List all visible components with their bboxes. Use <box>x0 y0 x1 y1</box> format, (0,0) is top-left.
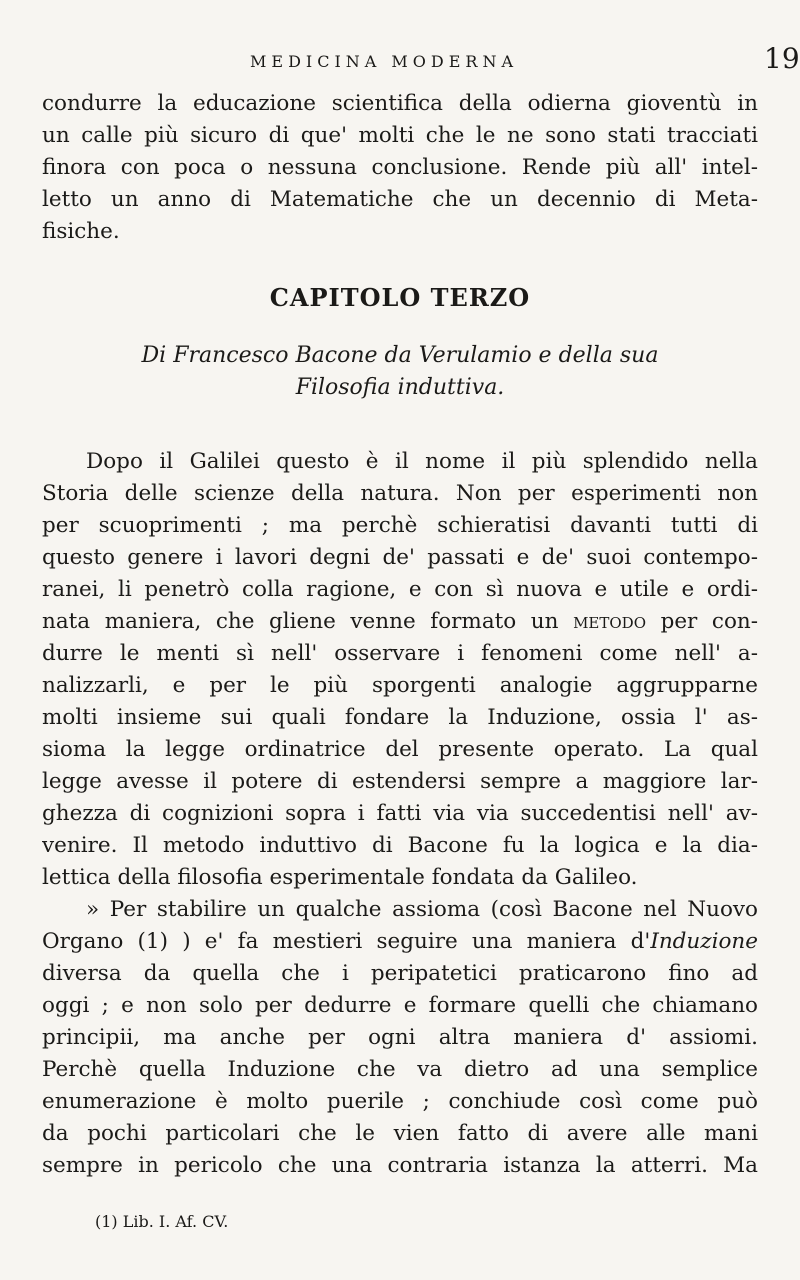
text-line: diversa da quella che i peripatetici praticarono fino ad <box>42 961 758 986</box>
text-line: fisiche. <box>42 219 120 244</box>
text-line: » Per stabilire un qualche assioma (così Bacone nel Nuovo <box>86 897 758 922</box>
chapter-subtitle-line-2: Filosofia induttiva. <box>295 375 505 400</box>
text-line: per scuoprimenti ; ma perchè schieratisi davanti tutti di <box>42 513 758 538</box>
running-title: MEDICINA MODERNA <box>250 52 519 71</box>
text-line: principii, ma anche per ogni altra maniera d' assiomi. <box>42 1025 758 1050</box>
chapter-subtitle-line-1: Di Francesco Bacone da Verulamio e della sua <box>141 343 659 368</box>
text-line: Dopo il Galilei questo è il nome il più splendido nella <box>86 449 758 474</box>
text-line: ghezza di cognizioni sopra i fatti via via succedentisi nell' av- <box>42 801 758 826</box>
text-line: venire. Il metodo induttivo di Bacone fu la logica e la dia- <box>42 833 758 858</box>
text-run: nata maniera, che gliene venne formato un <box>42 609 574 634</box>
text-line: oggi ; e non solo per dedurre e formare quelli che chiamano <box>42 993 758 1018</box>
text-line: Perchè quella Induzione che va dietro ad una semplice <box>42 1057 758 1082</box>
text-line: lettica della filosofia esperimentale fondata da Galileo. <box>42 865 638 890</box>
running-header <box>40 42 800 78</box>
text-line: finora con poca o nessuna conclusione. Rende più all' intel- <box>42 155 758 180</box>
text-line: questo genere i lavori degni de' passati e de' suoi contempo- <box>42 545 758 570</box>
footnote: (1) Lib. I. Af. CV. <box>95 1212 229 1231</box>
induzione-italic: Induzione <box>650 929 758 954</box>
text-line: sioma la legge ordinatrice del presente operato. La qual <box>42 737 758 762</box>
text-run: Organo (1) ) e' fa mestieri seguire una maniera d' <box>42 929 651 954</box>
text-line: un calle più sicuro di que' molti che le ne sono stati tracciati <box>42 123 758 148</box>
text-line: durre le menti sì nell' osservare i fenomeni come nell' a- <box>42 641 758 666</box>
text-line: legge avesse il potere di estendersi sempre a maggiore lar- <box>42 769 758 794</box>
text-line: ranei, li penetrò colla ragione, e con sì nuova e utile e ordi- <box>42 577 758 602</box>
text-line: enumerazione è molto puerile ; conchiude così come può <box>42 1089 758 1114</box>
text-line: condurre la educazione scientifica della odierna gioventù in <box>42 91 758 116</box>
text-line: letto un anno di Matematiche che un decennio di Meta- <box>42 187 758 212</box>
text-line: sempre in pericolo che una contraria istanza la atterri. Ma <box>42 1153 758 1178</box>
chapter-title: CAPITOLO TERZO <box>269 283 531 312</box>
text-line: da pochi particolari che le vien fatto di avere alle mani <box>42 1121 758 1146</box>
text-line: Storia delle scienze della natura. Non per esperimenti non <box>42 481 758 506</box>
metodo-small-caps: metodo <box>573 609 646 634</box>
text-run: per con- <box>646 609 758 634</box>
text-line: molti insieme sui quali fondare la Induzione, ossia l' as- <box>42 705 758 730</box>
page-number: 19 <box>764 42 800 75</box>
text-line: nalizzarli, e per le più sporgenti analogie aggrupparne <box>42 673 758 698</box>
